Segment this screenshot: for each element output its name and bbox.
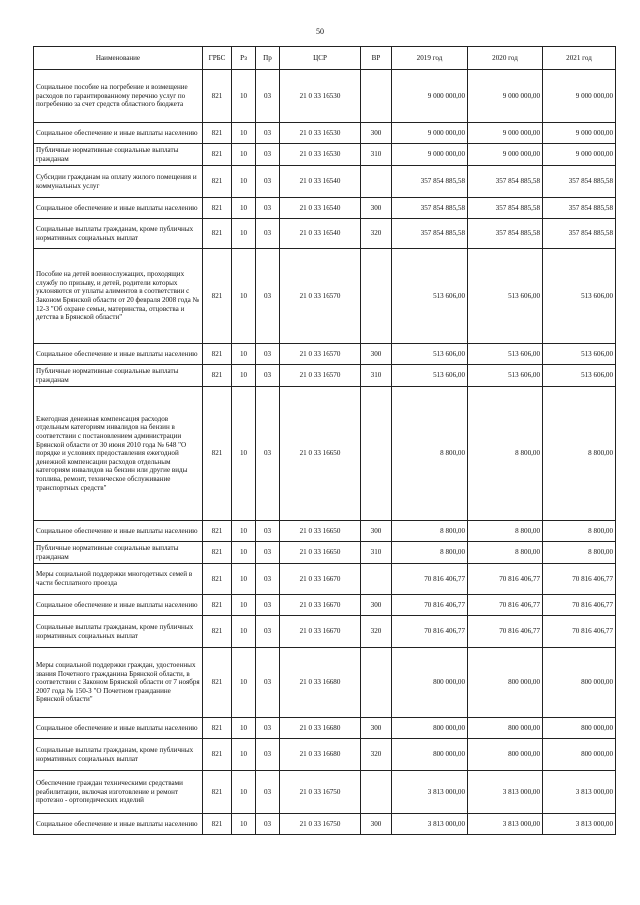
cell-2021: 800 000,00 — [543, 739, 616, 771]
cell-2020: 70 816 406,77 — [468, 564, 543, 595]
cell-rz: 10 — [232, 387, 256, 521]
cell-name: Социальное обеспечение и иные выплаты населению — [34, 814, 203, 835]
cell-2020: 357 854 885,58 — [468, 166, 543, 198]
cell-grbs: 821 — [203, 771, 232, 814]
cell-2019: 70 816 406,77 — [392, 564, 468, 595]
cell-pr: 03 — [256, 123, 280, 144]
cell-grbs: 821 — [203, 564, 232, 595]
cell-2020: 513 606,00 — [468, 344, 543, 365]
cell-2019: 357 854 885,58 — [392, 219, 468, 249]
cell-rz: 10 — [232, 166, 256, 198]
cell-2020: 9 000 000,00 — [468, 70, 543, 123]
cell-name: Публичные нормативные социальные выплаты гражданам — [34, 365, 203, 387]
cell-rz: 10 — [232, 144, 256, 166]
cell-grbs: 821 — [203, 70, 232, 123]
cell-csr: 21 0 33 16750 — [280, 771, 361, 814]
table-header-row — [34, 47, 616, 70]
cell-2019: 3 813 000,00 — [392, 771, 468, 814]
cell-rz: 10 — [232, 198, 256, 219]
table-row — [34, 70, 616, 123]
cell-vr: 300 — [361, 814, 392, 835]
page-number: 50 — [316, 27, 324, 36]
cell-2021: 3 813 000,00 — [543, 771, 616, 814]
cell-csr: 21 0 33 16540 — [280, 166, 361, 198]
cell-2021: 9 000 000,00 — [543, 144, 616, 166]
cell-csr: 21 0 33 16650 — [280, 542, 361, 564]
cell-2021: 9 000 000,00 — [543, 70, 616, 123]
cell-rz: 10 — [232, 123, 256, 144]
cell-rz: 10 — [232, 521, 256, 542]
cell-csr: 21 0 33 16530 — [280, 144, 361, 166]
table-row — [34, 648, 616, 718]
cell-vr: 310 — [361, 542, 392, 564]
cell-2021: 513 606,00 — [543, 344, 616, 365]
cell-pr: 03 — [256, 616, 280, 648]
cell-rz: 10 — [232, 542, 256, 564]
cell-2020: 357 854 885,58 — [468, 219, 543, 249]
cell-vr — [361, 648, 392, 718]
cell-2019: 3 813 000,00 — [392, 814, 468, 835]
cell-2021: 357 854 885,58 — [543, 166, 616, 198]
cell-vr: 300 — [361, 718, 392, 739]
cell-grbs: 821 — [203, 814, 232, 835]
table-row — [34, 595, 616, 616]
cell-2019: 800 000,00 — [392, 648, 468, 718]
cell-name: Публичные нормативные социальные выплаты гражданам — [34, 542, 203, 564]
table-row — [34, 144, 616, 166]
cell-vr: 320 — [361, 219, 392, 249]
cell-grbs: 821 — [203, 739, 232, 771]
cell-rz: 10 — [232, 564, 256, 595]
table-row — [34, 198, 616, 219]
cell-csr: 21 0 33 16650 — [280, 521, 361, 542]
cell-2021: 8 800,00 — [543, 542, 616, 564]
cell-rz: 10 — [232, 616, 256, 648]
cell-grbs: 821 — [203, 595, 232, 616]
cell-name: Социальное обеспечение и иные выплаты населению — [34, 123, 203, 144]
cell-2020: 8 800,00 — [468, 521, 543, 542]
cell-2019: 70 816 406,77 — [392, 595, 468, 616]
header-csr: ЦСР — [280, 47, 361, 70]
cell-2020: 9 000 000,00 — [468, 123, 543, 144]
cell-rz: 10 — [232, 771, 256, 814]
cell-pr: 03 — [256, 144, 280, 166]
budget-table — [33, 46, 616, 835]
cell-pr: 03 — [256, 739, 280, 771]
cell-rz: 10 — [232, 814, 256, 835]
cell-2019: 9 000 000,00 — [392, 144, 468, 166]
cell-csr: 21 0 33 16680 — [280, 648, 361, 718]
cell-2021: 357 854 885,58 — [543, 219, 616, 249]
cell-2019: 9 000 000,00 — [392, 70, 468, 123]
table-row — [34, 166, 616, 198]
cell-grbs: 821 — [203, 616, 232, 648]
cell-grbs: 821 — [203, 648, 232, 718]
cell-name: Меры социальной поддержки многодетных семей в части бесплатного проезда — [34, 564, 203, 595]
cell-2019: 513 606,00 — [392, 365, 468, 387]
cell-rz: 10 — [232, 648, 256, 718]
cell-csr: 21 0 33 16570 — [280, 365, 361, 387]
table-row — [34, 219, 616, 249]
cell-vr — [361, 387, 392, 521]
cell-rz: 10 — [232, 70, 256, 123]
cell-csr: 21 0 33 16680 — [280, 718, 361, 739]
cell-grbs: 821 — [203, 198, 232, 219]
cell-csr: 21 0 33 16530 — [280, 70, 361, 123]
cell-grbs: 821 — [203, 123, 232, 144]
cell-grbs: 821 — [203, 718, 232, 739]
cell-2020: 800 000,00 — [468, 648, 543, 718]
cell-2019: 513 606,00 — [392, 344, 468, 365]
cell-rz: 10 — [232, 595, 256, 616]
cell-name: Социальные выплаты гражданам, кроме публичных нормативных социальных выплат — [34, 219, 203, 249]
cell-2020: 9 000 000,00 — [468, 144, 543, 166]
table-row — [34, 344, 616, 365]
cell-2019: 9 000 000,00 — [392, 123, 468, 144]
cell-vr: 320 — [361, 739, 392, 771]
cell-vr: 310 — [361, 144, 392, 166]
cell-name: Социальное обеспечение и иные выплаты населению — [34, 521, 203, 542]
cell-csr: 21 0 33 16680 — [280, 739, 361, 771]
cell-2020: 800 000,00 — [468, 739, 543, 771]
cell-2020: 3 813 000,00 — [468, 814, 543, 835]
header-2019: 2019 год — [392, 47, 468, 70]
header-2020: 2020 год — [468, 47, 543, 70]
table-row — [34, 739, 616, 771]
table-row — [34, 564, 616, 595]
cell-name: Социальное пособие на погребение и возмещение расходов по гарантированному перечню услуг по погребению за счет средств областного бюджета — [34, 70, 203, 123]
cell-2020: 8 800,00 — [468, 542, 543, 564]
cell-2019: 800 000,00 — [392, 718, 468, 739]
cell-name: Пособие на детей военнослужащих, проходящих службу по призыву, и детей, родители которых уклоняются от уплаты алиментов в соответствии с Законом Брянской области от 20 февраля 2008 года № 12-З "Об охране семьи, материнства, отцовства и детства в Брянской области" — [34, 249, 203, 344]
table-row — [34, 616, 616, 648]
cell-grbs: 821 — [203, 542, 232, 564]
cell-pr: 03 — [256, 166, 280, 198]
cell-csr: 21 0 33 16570 — [280, 344, 361, 365]
cell-pr: 03 — [256, 344, 280, 365]
cell-name: Социальное обеспечение и иные выплаты населению — [34, 198, 203, 219]
cell-2020: 70 816 406,77 — [468, 616, 543, 648]
cell-2020: 513 606,00 — [468, 365, 543, 387]
cell-2021: 357 854 885,58 — [543, 198, 616, 219]
cell-csr: 21 0 33 16670 — [280, 595, 361, 616]
cell-vr — [361, 70, 392, 123]
cell-csr: 21 0 33 16540 — [280, 198, 361, 219]
cell-vr — [361, 564, 392, 595]
table-row — [34, 718, 616, 739]
cell-name: Социальное обеспечение и иные выплаты населению — [34, 344, 203, 365]
cell-2020: 8 800,00 — [468, 387, 543, 521]
cell-2020: 800 000,00 — [468, 718, 543, 739]
cell-2019: 8 800,00 — [392, 542, 468, 564]
table-row — [34, 123, 616, 144]
cell-name: Социальное обеспечение и иные выплаты населению — [34, 595, 203, 616]
cell-vr — [361, 249, 392, 344]
cell-2019: 357 854 885,58 — [392, 198, 468, 219]
cell-grbs: 821 — [203, 365, 232, 387]
cell-pr: 03 — [256, 521, 280, 542]
cell-csr: 21 0 33 16650 — [280, 387, 361, 521]
cell-csr: 21 0 33 16530 — [280, 123, 361, 144]
cell-rz: 10 — [232, 718, 256, 739]
cell-2021: 70 816 406,77 — [543, 616, 616, 648]
cell-2021: 513 606,00 — [543, 365, 616, 387]
cell-pr: 03 — [256, 814, 280, 835]
cell-2021: 8 800,00 — [543, 387, 616, 521]
cell-csr: 21 0 33 16670 — [280, 616, 361, 648]
cell-grbs: 821 — [203, 144, 232, 166]
cell-2020: 513 606,00 — [468, 249, 543, 344]
cell-2019: 357 854 885,58 — [392, 166, 468, 198]
cell-csr: 21 0 33 16750 — [280, 814, 361, 835]
header-vr: ВР — [361, 47, 392, 70]
cell-pr: 03 — [256, 595, 280, 616]
cell-pr: 03 — [256, 718, 280, 739]
table-row — [34, 249, 616, 344]
cell-2021: 3 813 000,00 — [543, 814, 616, 835]
cell-csr: 21 0 33 16670 — [280, 564, 361, 595]
table-row — [34, 771, 616, 814]
cell-rz: 10 — [232, 365, 256, 387]
cell-pr: 03 — [256, 219, 280, 249]
cell-vr: 300 — [361, 595, 392, 616]
cell-name: Социальное обеспечение и иные выплаты населению — [34, 718, 203, 739]
cell-2019: 800 000,00 — [392, 739, 468, 771]
cell-vr: 300 — [361, 521, 392, 542]
cell-2019: 8 800,00 — [392, 387, 468, 521]
cell-2020: 70 816 406,77 — [468, 595, 543, 616]
cell-csr: 21 0 33 16570 — [280, 249, 361, 344]
cell-vr: 300 — [361, 123, 392, 144]
cell-2020: 3 813 000,00 — [468, 771, 543, 814]
header-grbs: ГРБС — [203, 47, 232, 70]
cell-2021: 70 816 406,77 — [543, 564, 616, 595]
cell-2019: 70 816 406,77 — [392, 616, 468, 648]
table-row — [34, 542, 616, 564]
cell-pr: 03 — [256, 648, 280, 718]
table-row — [34, 521, 616, 542]
cell-2021: 800 000,00 — [543, 648, 616, 718]
cell-vr: 300 — [361, 344, 392, 365]
cell-csr: 21 0 33 16540 — [280, 219, 361, 249]
header-2021: 2021 год — [543, 47, 616, 70]
table-row — [34, 387, 616, 521]
cell-pr: 03 — [256, 198, 280, 219]
cell-rz: 10 — [232, 344, 256, 365]
header-name: Наименование — [34, 47, 203, 70]
cell-name: Социальные выплаты гражданам, кроме публичных нормативных социальных выплат — [34, 616, 203, 648]
cell-name: Меры социальной поддержки граждан, удостоенных звания Почетного гражданина Брянской области, в соответствии с Законом Брянской области от 7 ноября 2007 года № 150-З "О Почетном гражданине Брянской области" — [34, 648, 203, 718]
cell-vr: 320 — [361, 616, 392, 648]
cell-rz: 10 — [232, 739, 256, 771]
cell-2021: 800 000,00 — [543, 718, 616, 739]
cell-grbs: 821 — [203, 219, 232, 249]
cell-name: Субсидии гражданам на оплату жилого помещения и коммунальных услуг — [34, 166, 203, 198]
cell-grbs: 821 — [203, 387, 232, 521]
cell-pr: 03 — [256, 387, 280, 521]
cell-pr: 03 — [256, 542, 280, 564]
cell-2021: 513 606,00 — [543, 249, 616, 344]
cell-name: Публичные нормативные социальные выплаты гражданам — [34, 144, 203, 166]
cell-2019: 513 606,00 — [392, 249, 468, 344]
cell-2021: 70 816 406,77 — [543, 595, 616, 616]
cell-pr: 03 — [256, 564, 280, 595]
cell-2021: 8 800,00 — [543, 521, 616, 542]
cell-2021: 9 000 000,00 — [543, 123, 616, 144]
cell-rz: 10 — [232, 219, 256, 249]
cell-grbs: 821 — [203, 344, 232, 365]
cell-vr — [361, 771, 392, 814]
cell-rz: 10 — [232, 249, 256, 344]
cell-grbs: 821 — [203, 521, 232, 542]
cell-pr: 03 — [256, 771, 280, 814]
header-pr: Пр — [256, 47, 280, 70]
cell-grbs: 821 — [203, 249, 232, 344]
cell-vr — [361, 166, 392, 198]
cell-grbs: 821 — [203, 166, 232, 198]
cell-vr: 300 — [361, 198, 392, 219]
cell-2020: 357 854 885,58 — [468, 198, 543, 219]
cell-2019: 8 800,00 — [392, 521, 468, 542]
cell-pr: 03 — [256, 249, 280, 344]
cell-name: Социальные выплаты гражданам, кроме публичных нормативных социальных выплат — [34, 739, 203, 771]
cell-name: Ежегодная денежная компенсация расходов отдельным категориям инвалидов на бензин в соответствии с постановлением администрации Брянской области от 30 июня 2010 года № 648 "О порядке и условиях предоставления ежегодной денежной компенсации расходов отдельным категориям инвалидов на бензин или другие виды топлива, ремонт, техническое обслуживание транспортных средств" — [34, 387, 203, 521]
table-row — [34, 365, 616, 387]
cell-pr: 03 — [256, 70, 280, 123]
cell-name: Обеспечение граждан техническими средствами реабилитации, включая изготовление и ремонт протезно - ортопедических изделий — [34, 771, 203, 814]
cell-vr: 310 — [361, 365, 392, 387]
header-rz: Рз — [232, 47, 256, 70]
table-row — [34, 814, 616, 835]
cell-pr: 03 — [256, 365, 280, 387]
